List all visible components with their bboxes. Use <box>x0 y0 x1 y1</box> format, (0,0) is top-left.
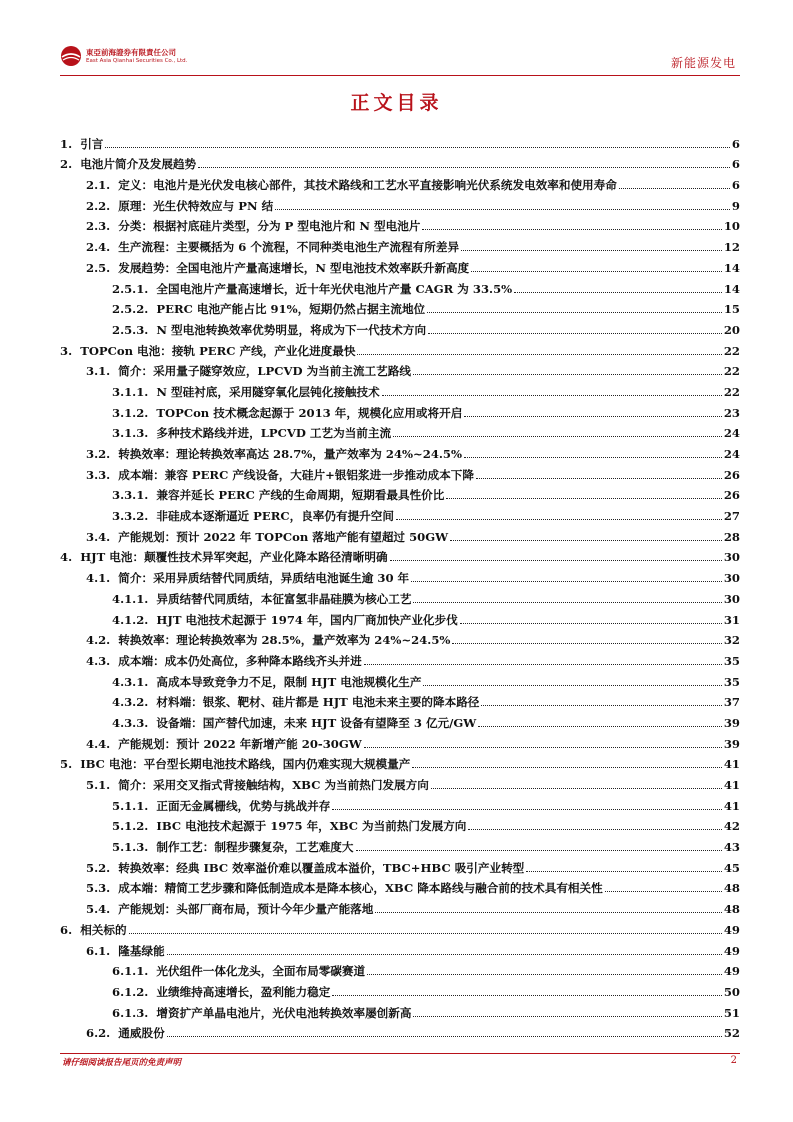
company-name-en: East Asia Qianhai Securities Co., Ltd. <box>86 58 188 64</box>
toc-entry-label <box>86 861 524 875</box>
toc-page-number: 35 <box>723 674 740 689</box>
toc-entry-text: 电池片简介及发展趋势 <box>80 157 197 172</box>
toc-entry-text: TOPCon 技术概念起源于 2013 年，规模化应用或将开启 <box>156 405 463 420</box>
toc-entry-number: 6.1. <box>86 943 119 958</box>
toc-leader-dots <box>478 726 722 727</box>
toc-entry-number: 4.3.1. <box>112 674 157 689</box>
toc-entry-label <box>86 447 462 461</box>
toc-leader-dots <box>423 685 721 686</box>
toc-entry-text: 简介：采用异质结替代同质结，异质结电池诞生逾 30 年 <box>118 571 410 586</box>
toc-entry-label <box>60 137 103 151</box>
toc-entry-label <box>112 819 466 833</box>
toc-page-number: 26 <box>723 488 740 503</box>
toc-leader-dots <box>450 540 722 541</box>
toc-entry[interactable] <box>60 689 740 710</box>
toc-page-number: 22 <box>723 364 740 379</box>
toc-entry-label <box>60 344 355 358</box>
toc-page-number: 31 <box>723 612 740 627</box>
toc-entry-text: 光伏组件一体化龙头，全面布局零碳赛道 <box>156 964 366 979</box>
toc-entry[interactable] <box>60 668 740 689</box>
toc-leader-dots <box>364 664 722 665</box>
toc-entry-text: 制作工艺：制程步骤复杂，工艺难度大 <box>156 840 354 855</box>
toc-entry[interactable] <box>60 813 740 834</box>
toc-entry-number: 3.1. <box>86 364 119 379</box>
toc-leader-dots <box>446 498 722 499</box>
toc-leader-dots <box>452 643 721 644</box>
report-category: 新能源发电 <box>670 56 736 70</box>
toc-entry-text: 定义：电池片是光伏发电核心部件，其技术路线和工艺水平直接影响光伏系统发电效率和使用寿命 <box>118 178 617 193</box>
toc-entry-number: 4.2. <box>86 633 119 648</box>
toc-entry-text: 正面无金属栅线，优势与挑战并存 <box>156 798 331 813</box>
toc-entry[interactable] <box>60 854 740 875</box>
toc-entry-label <box>112 716 476 730</box>
toc-entry[interactable] <box>60 792 740 813</box>
toc-entry-text: 相关标的 <box>80 922 127 937</box>
toc-entry-label <box>86 219 420 233</box>
toc-entry[interactable] <box>60 502 740 523</box>
toc-entry[interactable] <box>60 420 740 441</box>
toc-entry-label <box>86 1026 165 1040</box>
toc-entry-text: 产能规划：预计 2022 年新增产能 20-30GW <box>118 736 362 751</box>
toc-page-number: 6 <box>731 136 740 151</box>
toc-entry-text: 增资扩产单晶电池片，光伏电池转换效率屡创新高 <box>156 1005 412 1020</box>
toc-page-number: 24 <box>723 447 740 461</box>
toc-leader-dots <box>167 954 722 955</box>
toc-entry-text: 通威股份 <box>118 1026 165 1041</box>
footer-divider <box>60 1053 740 1054</box>
toc-entry[interactable] <box>60 875 740 896</box>
toc-entry[interactable] <box>60 937 740 958</box>
toc-entry-number: 3.3.2. <box>112 509 157 524</box>
toc-entry-text: HJT 电池技术起源于 1974 年，国内厂商加快产业化步伐 <box>156 612 458 627</box>
toc-entry-number: 2.4. <box>86 240 119 255</box>
toc-page-number: 9 <box>731 198 740 213</box>
toc-page-number: 10 <box>723 219 740 234</box>
toc-entry-number: 4.1.2. <box>112 612 157 627</box>
toc-entry-text: 非硅成本逐渐逼近 PERC，良率仍有提升空间 <box>156 509 394 524</box>
toc-leader-dots <box>382 395 722 396</box>
toc-leader-dots <box>464 457 722 458</box>
table-of-contents <box>60 130 740 1040</box>
toc-entry-number: 4.3. <box>86 653 119 668</box>
toc-entry[interactable] <box>60 647 740 668</box>
toc-leader-dots <box>461 250 722 251</box>
toc-entry-label <box>86 944 165 958</box>
toc-entry-number: 5.2. <box>86 860 119 875</box>
toc-entry-text: IBC 电池技术起源于 1975 年，XBC 为当前热门发展方向 <box>156 819 467 834</box>
toc-entry-number: 6.1.3. <box>112 1005 157 1020</box>
toc-entry-label <box>112 799 330 813</box>
toc-entry-label <box>86 778 429 792</box>
toc-leader-dots <box>605 891 722 892</box>
toc-page-number: 30 <box>723 571 740 586</box>
toc-leader-dots <box>129 933 722 934</box>
toc-leader-dots <box>393 436 722 437</box>
toc-entry-number: 6. <box>60 922 81 937</box>
toc-page-number: 26 <box>723 467 740 482</box>
toc-entry-text: 兼容并延长 PERC 产线的生命周期，短期看最具性价比 <box>156 488 445 503</box>
toc-entry-number: 4.3.3. <box>112 715 157 730</box>
toc-entry-text: 成本端：精简工艺步骤和降低制造成本是降本核心，XBC 降本路线与融合前的技术具有相关性 <box>118 881 603 896</box>
toc-entry-number: 3.3. <box>86 467 119 482</box>
toc-leader-dots <box>332 995 722 996</box>
toc-entry-number: 3.1.3. <box>112 426 157 441</box>
toc-entry-label <box>86 199 273 213</box>
toc-entry-number: 4.1.1. <box>112 591 157 606</box>
toc-entry-number: 2.5.3. <box>112 322 157 337</box>
toc-entry-text: 多种技术路线并进，LPCVD 工艺为当前主流 <box>156 426 392 441</box>
toc-entry-text: 引言 <box>80 136 104 151</box>
toc-entry-number: 6.2. <box>86 1026 119 1041</box>
toc-page-number: 41 <box>723 798 740 813</box>
toc-leader-dots <box>390 560 722 561</box>
toc-entry[interactable] <box>60 730 740 751</box>
toc-entry-label <box>112 695 479 709</box>
toc-entry-label <box>86 902 373 916</box>
toc-entry-number: 2.3. <box>86 219 119 234</box>
toc-entry[interactable] <box>60 978 740 999</box>
toc-page-number: 39 <box>723 736 740 751</box>
toc-entry-label <box>60 757 410 771</box>
toc-entry-label <box>60 157 196 171</box>
toc-leader-dots <box>356 850 722 851</box>
toc-leader-dots <box>364 747 722 748</box>
toc-entry-number: 4.3.2. <box>112 695 157 710</box>
toc-page-number: 37 <box>723 695 740 710</box>
toc-leader-dots <box>422 229 721 230</box>
toc-entry-text: 简介：采用量子隧穿效应，LPCVD 为当前主流工艺路线 <box>118 364 411 379</box>
toc-entry-text: 分类：根据衬底硅片类型，分为 P 型电池片和 N 型电池片 <box>118 219 421 234</box>
toc-entry-number: 2.1. <box>86 178 119 193</box>
toc-page-number: 6 <box>731 157 740 172</box>
toc-entry-text: N 型硅衬底，采用隧穿氧化层钝化接触技术 <box>156 384 380 399</box>
toc-entry-text: 原理：光生伏特效应与 PN 结 <box>118 198 274 213</box>
toc-entry-label <box>112 406 462 420</box>
toc-entry[interactable] <box>60 1020 740 1041</box>
toc-entry[interactable] <box>60 399 740 420</box>
toc-entry-text: 设备端：国产替代加速，未来 HJT 设备有望降至 3 亿元/GW <box>156 715 477 730</box>
toc-page-number: 51 <box>723 1005 740 1020</box>
toc-entry-number: 3.3.1. <box>112 488 157 503</box>
toc-entry[interactable] <box>60 999 740 1020</box>
toc-leader-dots <box>431 788 722 789</box>
toc-entry[interactable] <box>60 440 740 461</box>
toc-entry-text: TOPCon 电池：接轨 PERC 产线，产业化进度最快 <box>80 343 356 358</box>
toc-entry-label <box>112 302 425 316</box>
toc-entry-number: 3.2. <box>86 447 119 461</box>
toc-entry-number: 3.1.2. <box>112 405 157 420</box>
toc-entry[interactable] <box>60 275 740 296</box>
toc-entry-label <box>86 633 450 647</box>
toc-entry-label <box>112 985 330 999</box>
toc-entry-label <box>86 654 362 668</box>
toc-leader-dots <box>619 188 730 189</box>
toc-entry[interactable] <box>60 296 740 317</box>
toc-entry-number: 5.1. <box>86 778 119 792</box>
toc-entry[interactable] <box>60 895 740 916</box>
toc-entry[interactable] <box>60 316 740 337</box>
toc-page-number: 39 <box>723 715 740 730</box>
toc-entry-text: 转换效率：理论转换效率高达 28.7%，量产效率为 24%~24.5% <box>118 447 463 461</box>
toc-entry-label <box>112 964 365 978</box>
toc-leader-dots <box>275 209 730 210</box>
page-header <box>60 44 740 74</box>
toc-entry-label <box>112 426 391 440</box>
toc-entry[interactable] <box>60 564 740 585</box>
toc-leader-dots <box>413 1016 721 1017</box>
toc-entry-label <box>86 530 448 544</box>
toc-entry-number: 2.5.1. <box>112 281 157 296</box>
toc-entry-text: 成本端：兼容 PERC 产线设备，大硅片+银铝浆进一步推动成本下降 <box>118 467 474 482</box>
toc-page-number: 48 <box>723 881 740 896</box>
toc-entry[interactable] <box>60 627 740 648</box>
toc-page-number: 49 <box>723 943 740 958</box>
toc-entry-label <box>86 468 474 482</box>
toc-entry[interactable] <box>60 337 740 358</box>
toc-entry-label <box>112 613 458 627</box>
toc-entry[interactable] <box>60 709 740 730</box>
toc-entry[interactable] <box>60 751 740 772</box>
toc-entry-text: 产能规划：头部厂商布局，预计今年少量产能落地 <box>118 902 374 917</box>
toc-entry-number: 4. <box>60 550 81 565</box>
toc-entry-text: 业绩维持高速增长，盈利能力稳定 <box>156 984 331 999</box>
toc-leader-dots <box>105 147 730 148</box>
toc-page-number: 35 <box>723 653 740 668</box>
toc-leader-dots <box>413 602 721 603</box>
toc-page-number: 30 <box>723 591 740 606</box>
toc-leader-dots <box>198 167 730 168</box>
toc-leader-dots <box>375 912 722 913</box>
toc-leader-dots <box>427 312 722 313</box>
toc-leader-dots <box>464 416 722 417</box>
toc-entry-number: 5.4. <box>86 902 119 917</box>
toc-entry-number: 5.1.2. <box>112 819 157 834</box>
toc-page-number: 14 <box>723 281 740 296</box>
toc-entry-label <box>112 840 354 854</box>
toc-entry[interactable] <box>60 254 740 275</box>
toc-entry[interactable] <box>60 461 740 482</box>
toc-entry-label <box>112 509 394 523</box>
toc-entry-label <box>86 261 469 275</box>
toc-leader-dots <box>413 374 722 375</box>
toc-entry[interactable] <box>60 213 740 234</box>
toc-entry-number: 5.3. <box>86 881 119 896</box>
page-number: 2 <box>730 1055 737 1066</box>
toc-entry[interactable] <box>60 916 740 937</box>
toc-entry[interactable] <box>60 606 740 627</box>
toc-entry-number: 5.1.3. <box>112 840 157 855</box>
toc-entry-number: 2.5.2. <box>112 302 157 317</box>
toc-page-number: 43 <box>723 840 740 855</box>
toc-entry-label <box>86 240 459 254</box>
toc-page-number: 28 <box>723 529 740 544</box>
footer-disclaimer[interactable]: 请仔细阅读报告尾页的免责声明 <box>62 1058 182 1068</box>
toc-leader-dots <box>357 354 721 355</box>
toc-entry-number: 5.1.1. <box>112 798 157 813</box>
toc-page-number: 49 <box>723 964 740 979</box>
toc-page-number: 49 <box>723 922 740 937</box>
toc-entry-number: 6.1.1. <box>112 964 157 979</box>
toc-entry-label <box>112 488 444 502</box>
toc-entry-label <box>86 178 617 192</box>
toc-entry-label <box>112 282 512 296</box>
toc-entry[interactable] <box>60 585 740 606</box>
toc-entry-number: 6.1.2. <box>112 984 157 999</box>
toc-entry[interactable] <box>60 358 740 379</box>
toc-entry-text: 发展趋势：全国电池片产量高速增长，N 型电池技术效率跃升新高度 <box>118 260 470 275</box>
toc-entry[interactable] <box>60 378 740 399</box>
toc-entry-text: 全国电池片产量高速增长，近十年光伏电池片产量 CAGR 为 33.5% <box>156 281 513 296</box>
toc-entry-text: 异质结替代同质结，本征富氢非晶硅膜为核心工艺 <box>156 591 412 606</box>
toc-leader-dots <box>412 767 722 768</box>
toc-entry-label <box>86 881 603 895</box>
toc-entry[interactable] <box>60 130 740 151</box>
toc-page-number: 32 <box>723 633 740 648</box>
toc-entry-label <box>86 364 411 378</box>
toc-page-number: 50 <box>723 984 740 999</box>
toc-entry-label <box>112 1006 411 1020</box>
toc-entry-label <box>112 323 426 337</box>
toc-entry-label <box>112 675 421 689</box>
toc-leader-dots <box>428 333 722 334</box>
toc-leader-dots <box>476 478 722 479</box>
toc-page-number: 24 <box>723 426 740 441</box>
toc-leader-dots <box>514 292 722 293</box>
toc-entry[interactable] <box>60 544 740 565</box>
toc-entry-text: PERC 电池产能占比 91%，短期仍然占据主流地位 <box>156 302 426 317</box>
toc-entry-number: 4.4. <box>86 736 119 751</box>
toc-entry[interactable] <box>60 958 740 979</box>
toc-page-number: 42 <box>723 819 740 834</box>
toc-page-number: 15 <box>723 302 740 317</box>
toc-leader-dots <box>367 974 722 975</box>
toc-entry-number: 3.1.1. <box>112 384 157 399</box>
toc-entry[interactable] <box>60 151 740 172</box>
toc-leader-dots <box>396 519 722 520</box>
toc-leader-dots <box>411 581 722 582</box>
toc-entry[interactable] <box>60 233 740 254</box>
toc-page-number: 23 <box>723 405 740 420</box>
toc-entry[interactable] <box>60 171 740 192</box>
toc-entry-text: HJT 电池：颠覆性技术异军突起，产业化降本路径清晰明确 <box>80 550 388 565</box>
toc-entry-number: 2. <box>60 157 81 172</box>
toc-leader-dots <box>471 271 722 272</box>
toc-entry-text: 隆基绿能 <box>118 943 165 958</box>
header-divider <box>60 75 740 76</box>
toc-entry[interactable] <box>60 523 740 544</box>
toc-entry-text: 生产流程：主要概括为 6 个流程，不同种类电池生产流程有所差异 <box>118 240 460 255</box>
toc-entry-text: N 型电池转换效率优势明显，将成为下一代技术方向 <box>156 322 427 337</box>
toc-entry-text: 成本端：成本仍处高位，多种降本路线齐头并进 <box>118 653 362 668</box>
toc-entry-label <box>112 592 411 606</box>
toc-entry-number: 3.4. <box>86 529 119 544</box>
toc-leader-dots <box>332 809 722 810</box>
toc-leader-dots <box>460 623 722 624</box>
toc-entry-text: 转换效率：理论转换效率为 28.5%，量产效率为 24%~24.5% <box>118 633 451 648</box>
toc-entry-number: 3. <box>60 343 81 358</box>
toc-entry-number: 1. <box>60 136 81 151</box>
toc-entry-number: 2.5. <box>86 260 119 275</box>
toc-page-number: 14 <box>723 260 740 275</box>
toc-page-number: 22 <box>723 384 740 399</box>
toc-entry-text: IBC 电池：平台型长期电池技术路线，国内仍难实现大规模量产 <box>80 757 411 772</box>
toc-entry-text: 产能规划：预计 2022 年 TOPCon 落地产能有望超过 50GW <box>118 529 449 544</box>
toc-leader-dots <box>468 829 721 830</box>
toc-page-number: 12 <box>723 240 740 255</box>
toc-entry[interactable] <box>60 833 740 854</box>
toc-leader-dots <box>167 1036 722 1037</box>
toc-entry[interactable] <box>60 482 740 503</box>
toc-page-number: 45 <box>723 860 740 875</box>
toc-page-number: 6 <box>731 178 740 193</box>
toc-entry-number: 5. <box>60 757 81 772</box>
toc-page-number: 41 <box>723 757 740 772</box>
toc-page-number: 48 <box>723 902 740 917</box>
toc-entry-label <box>60 550 388 564</box>
toc-entry-number: 4.1. <box>86 571 119 586</box>
toc-entry-text: 简介：采用交叉指式背接触结构，XBC 为当前热门发展方向 <box>118 778 429 792</box>
toc-page-number: 30 <box>723 550 740 565</box>
toc-entry-text: 转换效率：经典 IBC 效率溢价难以覆盖成本溢价，TBC+HBC 吸引产业转型 <box>118 860 525 875</box>
toc-entry[interactable] <box>60 192 740 213</box>
toc-page-number: 52 <box>723 1026 740 1041</box>
toc-leader-dots <box>481 705 721 706</box>
toc-entry-text: 材料端：银浆、靶材、硅片都是 HJT 电池未来主要的降本路径 <box>156 695 480 710</box>
toc-entry[interactable] <box>60 771 740 792</box>
toc-page-number: 20 <box>723 322 740 337</box>
toc-entry-label <box>86 571 409 585</box>
toc-page-number: 27 <box>723 509 740 524</box>
page-title: 正文目录 <box>350 92 443 114</box>
toc-entry-label <box>112 385 380 399</box>
company-logo-icon <box>60 45 82 67</box>
toc-leader-dots <box>526 871 722 872</box>
toc-page-number: 41 <box>723 778 740 792</box>
company-name-cn: 東亞前海證券有限責任公司 <box>86 48 176 57</box>
toc-entry-number: 2.2. <box>86 198 119 213</box>
toc-page-number: 22 <box>723 343 740 358</box>
toc-entry-text: 高成本导致竞争力不足，限制 HJT 电池规模化生产 <box>156 674 422 689</box>
toc-entry-label <box>86 737 362 751</box>
toc-entry-label <box>60 923 127 937</box>
